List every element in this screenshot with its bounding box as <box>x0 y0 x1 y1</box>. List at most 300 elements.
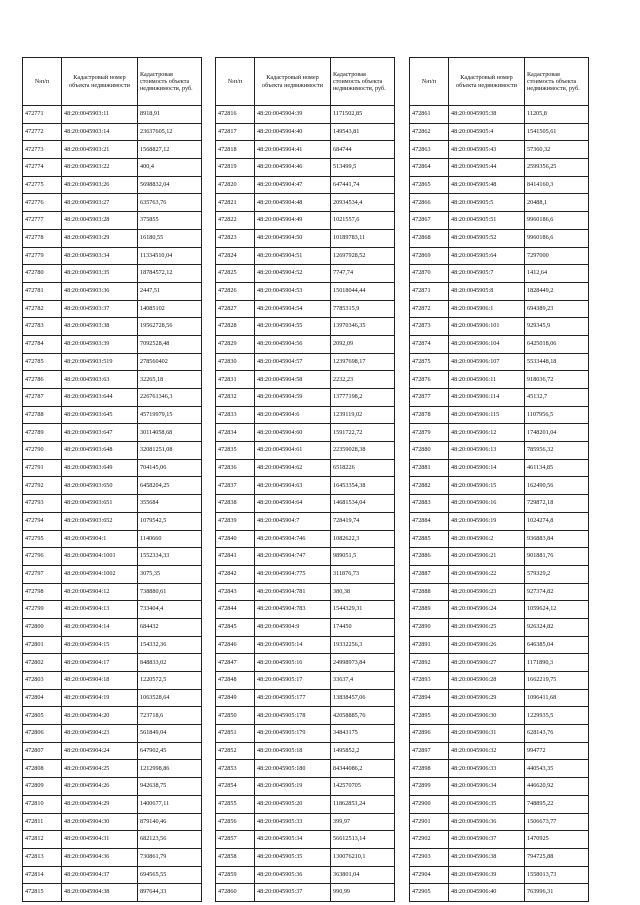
row-num: 472853 <box>216 760 255 778</box>
row-num: 472858 <box>216 848 255 866</box>
row-num: 472901 <box>410 813 449 831</box>
cadastral-cost: 1024274,8 <box>525 512 589 530</box>
cadastral-cost: 363801,04 <box>331 866 395 884</box>
row-num: 472771 <box>23 106 62 124</box>
cadastral-number: 48:20:0045905:20 <box>255 795 331 813</box>
cadastral-cost: 1552334,33 <box>138 548 202 566</box>
table-row <box>23 176 202 194</box>
table-row <box>410 406 589 424</box>
header-cadastral-cost: Кадастровая стоимость объекта недвижимости, руб. <box>525 58 589 106</box>
table-row <box>216 477 395 495</box>
cadastral-cost: 1400677,11 <box>138 795 202 813</box>
cadastral-cost: 13838457,06 <box>331 689 395 707</box>
table-row <box>216 778 395 796</box>
cadastral-number: 48:20:0045905:17 <box>255 672 331 690</box>
table-row <box>410 495 589 513</box>
cadastral-cost: 513499,5 <box>331 159 395 177</box>
cadastral-number: 48:20:0045904:49 <box>255 212 331 230</box>
table-row <box>410 459 589 477</box>
cadastral-number: 48:20:0045906:40 <box>449 884 525 902</box>
table-row <box>410 282 589 300</box>
table-row <box>23 495 202 513</box>
table-row <box>216 495 395 513</box>
cadastral-number: 48:20:0045906:22 <box>449 565 525 583</box>
cadastral-number: 48:20:0045904:747 <box>255 548 331 566</box>
row-num: 472865 <box>410 176 449 194</box>
table-header-row <box>23 58 202 106</box>
cadastral-cost: 694389,23 <box>525 300 589 318</box>
row-num: 472838 <box>216 495 255 513</box>
cadastral-cost: 994772 <box>525 742 589 760</box>
table-header-row <box>216 58 395 106</box>
cadastral-cost: 682123,56 <box>138 831 202 849</box>
cadastral-cost: 9960186,6 <box>525 229 589 247</box>
row-num: 472772 <box>23 123 62 141</box>
row-num: 472869 <box>410 247 449 265</box>
cadastral-number: 48:20:0045903:22 <box>62 159 138 177</box>
cadastral-cost: 733404,4 <box>138 601 202 619</box>
table-row <box>410 371 589 389</box>
cadastral-number: 48:20:0045904:55 <box>255 318 331 336</box>
table-row <box>23 247 202 265</box>
cadastral-number: 48:20:0045903:644 <box>62 389 138 407</box>
cadastral-number: 48:20:0045906:30 <box>449 707 525 725</box>
table-row <box>216 424 395 442</box>
cadastral-number: 48:20:0045903:652 <box>62 512 138 530</box>
cadastral-cost: 918036,72 <box>525 371 589 389</box>
table-row <box>23 212 202 230</box>
cadastral-number: 48:20:0045904:15 <box>62 636 138 654</box>
cadastral-cost: 9960186,6 <box>525 212 589 230</box>
cadastral-number: 48:20:0045904:20 <box>62 707 138 725</box>
table-row <box>23 654 202 672</box>
table-row <box>216 389 395 407</box>
row-num: 472839 <box>216 512 255 530</box>
row-num: 472900 <box>410 795 449 813</box>
row-num: 472866 <box>410 194 449 212</box>
row-num: 472854 <box>216 778 255 796</box>
row-num: 472817 <box>216 123 255 141</box>
table-row <box>23 601 202 619</box>
cadastral-number: 48:20:0045903:649 <box>62 459 138 477</box>
row-num: 472803 <box>23 672 62 690</box>
cadastral-number: 48:20:0045904:25 <box>62 760 138 778</box>
cadastral-cost: 730861,79 <box>138 848 202 866</box>
cadastral-cost: 2232,23 <box>331 371 395 389</box>
cadastral-cost: 311876,73 <box>331 565 395 583</box>
table-row <box>410 389 589 407</box>
cadastral-cost: 13777198,2 <box>331 389 395 407</box>
row-num: 472798 <box>23 583 62 601</box>
row-num: 472782 <box>23 300 62 318</box>
row-num: 472904 <box>410 866 449 884</box>
cadastral-number: 48:20:0045906:115 <box>449 406 525 424</box>
cadastral-number: 48:20:0045906:29 <box>449 689 525 707</box>
cadastral-number: 48:20:0045905:178 <box>255 707 331 725</box>
row-num: 472851 <box>216 725 255 743</box>
cadastral-cost: 6458204,25 <box>138 477 202 495</box>
cadastral-cost: 8918,91 <box>138 106 202 124</box>
cadastral-cost: 1229935,5 <box>525 707 589 725</box>
row-num: 472840 <box>216 530 255 548</box>
cadastral-cost: 400,4 <box>138 159 202 177</box>
row-num: 472811 <box>23 813 62 831</box>
header-num: №п/п <box>410 58 449 106</box>
table-row <box>23 565 202 583</box>
row-num: 472830 <box>216 353 255 371</box>
cadastral-cost: 1171890,3 <box>525 654 589 672</box>
cadastral-number: 48:20:0045904:36 <box>62 848 138 866</box>
cadastral-number: 48:20:0045906:107 <box>449 353 525 371</box>
table-row <box>216 618 395 636</box>
table-row <box>410 778 589 796</box>
table-row <box>410 141 589 159</box>
row-num: 472810 <box>23 795 62 813</box>
row-num: 472878 <box>410 406 449 424</box>
cadastral-number: 48:20:0045905:19 <box>255 778 331 796</box>
row-num: 472863 <box>410 141 449 159</box>
cadastral-cost: 794725,88 <box>525 848 589 866</box>
table-row <box>216 106 395 124</box>
cadastral-number: 48:20:0045905:43 <box>449 141 525 159</box>
cadastral-number: 48:20:0045905:33 <box>255 813 331 831</box>
table-row <box>23 742 202 760</box>
cadastral-number: 48:20:0045904:775 <box>255 565 331 583</box>
cadastral-cost: 7092528,48 <box>138 335 202 353</box>
cadastral-cost: 926324,82 <box>525 618 589 636</box>
cadastral-number: 48:20:0045904:26 <box>62 778 138 796</box>
header-cadastral-number: Кадастровый номер объекта недвижимости <box>449 58 525 106</box>
row-num: 472818 <box>216 141 255 159</box>
row-num: 472902 <box>410 831 449 849</box>
cadastral-number: 48:20:0045905:18 <box>255 742 331 760</box>
cadastral-number: 48:20:0045906:23 <box>449 583 525 601</box>
row-num: 472837 <box>216 477 255 495</box>
cadastral-number: 48:20:0045906:14 <box>449 459 525 477</box>
row-num: 472895 <box>410 707 449 725</box>
row-num: 472774 <box>23 159 62 177</box>
table-row <box>23 725 202 743</box>
table-row <box>410 353 589 371</box>
cadastral-cost: 635763,76 <box>138 194 202 212</box>
table-row <box>410 106 589 124</box>
table-row <box>410 601 589 619</box>
row-num: 472777 <box>23 212 62 230</box>
row-num: 472831 <box>216 371 255 389</box>
cadastral-cost: 162490,56 <box>525 477 589 495</box>
table-row <box>410 335 589 353</box>
cadastral-cost: 704145,06 <box>138 459 202 477</box>
row-num: 472860 <box>216 884 255 902</box>
cadastral-cost: 16453354,38 <box>331 477 395 495</box>
table-row <box>23 477 202 495</box>
table-row <box>216 742 395 760</box>
cadastral-cost: 18784572,12 <box>138 265 202 283</box>
row-num: 472859 <box>216 866 255 884</box>
table-row <box>23 548 202 566</box>
cadastral-number: 48:20:0045904:30 <box>62 813 138 831</box>
table-row <box>23 459 202 477</box>
cadastral-number: 48:20:0045904:23 <box>62 725 138 743</box>
row-num: 472881 <box>410 459 449 477</box>
row-num: 472887 <box>410 565 449 583</box>
cadastral-cost: 1171502,85 <box>331 106 395 124</box>
table-row <box>216 406 395 424</box>
table-row <box>23 123 202 141</box>
table-row <box>23 866 202 884</box>
table-row <box>216 300 395 318</box>
row-num: 472834 <box>216 424 255 442</box>
table-row <box>23 406 202 424</box>
cadastral-number: 48:20:0045906:28 <box>449 672 525 690</box>
cadastral-cost: 14085102 <box>138 300 202 318</box>
cadastral-number: 48:20:0045904:61 <box>255 442 331 460</box>
cadastral-number: 48:20:0045905:36 <box>255 866 331 884</box>
table-row <box>216 672 395 690</box>
table-row <box>410 654 589 672</box>
table-row <box>23 371 202 389</box>
row-num: 472880 <box>410 442 449 460</box>
table-row <box>410 548 589 566</box>
row-num: 472871 <box>410 282 449 300</box>
cadastral-table-2 <box>215 57 395 902</box>
table-row <box>216 353 395 371</box>
cadastral-cost: 3075,35 <box>138 565 202 583</box>
table-row <box>410 689 589 707</box>
row-num: 472861 <box>410 106 449 124</box>
table-row <box>410 123 589 141</box>
row-num: 472891 <box>410 636 449 654</box>
row-num: 472827 <box>216 300 255 318</box>
cadastral-cost: 1541505,61 <box>525 123 589 141</box>
cadastral-cost: 785956,32 <box>525 442 589 460</box>
row-num: 472875 <box>410 353 449 371</box>
row-num: 472802 <box>23 654 62 672</box>
row-num: 472820 <box>216 176 255 194</box>
table-row <box>216 194 395 212</box>
cadastral-cost: 226761346,3 <box>138 389 202 407</box>
table-row <box>216 760 395 778</box>
cadastral-number: 48:20:0045906:13 <box>449 442 525 460</box>
cadastral-cost: 8414160,3 <box>525 176 589 194</box>
cadastral-number: 48:20:0045906:104 <box>449 335 525 353</box>
row-num: 472844 <box>216 601 255 619</box>
cadastral-number: 48:20:0045906:2 <box>449 530 525 548</box>
cadastral-cost: 1412,64 <box>525 265 589 283</box>
cadastral-cost: 694565,55 <box>138 866 202 884</box>
row-num: 472781 <box>23 282 62 300</box>
cadastral-cost: 375855 <box>138 212 202 230</box>
cadastral-number: 48:20:0045904:746 <box>255 530 331 548</box>
cadastral-cost: 15018044,44 <box>331 282 395 300</box>
table-row <box>410 424 589 442</box>
cadastral-number: 48:20:0045904:53 <box>255 282 331 300</box>
cadastral-number: 48:20:0045903:34 <box>62 247 138 265</box>
cadastral-cost: 7785315,9 <box>331 300 395 318</box>
table-row <box>23 229 202 247</box>
table-row <box>23 141 202 159</box>
cadastral-cost: 57360,32 <box>525 141 589 159</box>
row-num: 472855 <box>216 795 255 813</box>
cadastral-number: 48:20:0045903:38 <box>62 318 138 336</box>
cadastral-number: 48:20:0045905:38 <box>449 106 525 124</box>
cadastral-cost: 20934534,4 <box>331 194 395 212</box>
table-row <box>410 265 589 283</box>
cadastral-number: 48:20:0045903:519 <box>62 353 138 371</box>
table-row <box>216 795 395 813</box>
table-row <box>23 813 202 831</box>
cadastral-number: 48:20:0045906:114 <box>449 389 525 407</box>
cadastral-number: 48:20:0045905:4 <box>449 123 525 141</box>
cadastral-cost: 1239119,02 <box>331 406 395 424</box>
row-num: 472898 <box>410 760 449 778</box>
table-row <box>410 300 589 318</box>
cadastral-number: 48:20:0045905:35 <box>255 848 331 866</box>
table-row <box>216 548 395 566</box>
table-row <box>410 813 589 831</box>
cadastral-cost: 2447,51 <box>138 282 202 300</box>
table-row <box>23 424 202 442</box>
row-num: 472852 <box>216 742 255 760</box>
table-row <box>23 583 202 601</box>
cadastral-cost: 2599356,25 <box>525 159 589 177</box>
table-row <box>216 442 395 460</box>
cadastral-number: 48:20:0045904:13 <box>62 601 138 619</box>
cadastral-cost: 647441,74 <box>331 176 395 194</box>
cadastral-cost: 879140,46 <box>138 813 202 831</box>
cadastral-table-3 <box>409 57 589 902</box>
table-row <box>23 194 202 212</box>
table-row <box>216 636 395 654</box>
cadastral-number: 48:20:0045904:40 <box>255 123 331 141</box>
row-num: 472778 <box>23 229 62 247</box>
cadastral-number: 48:20:0045903:11 <box>62 106 138 124</box>
cadastral-number: 48:20:0045904:63 <box>255 477 331 495</box>
cadastral-number: 48:20:0045906:26 <box>449 636 525 654</box>
table-row <box>216 866 395 884</box>
table-row <box>216 707 395 725</box>
cadastral-number: 48:20:0045904:781 <box>255 583 331 601</box>
row-num: 472787 <box>23 389 62 407</box>
table-row <box>410 672 589 690</box>
cadastral-number: 48:20:0045904:46 <box>255 159 331 177</box>
cadastral-cost: 738880,61 <box>138 583 202 601</box>
header-cadastral-number: Кадастровый номер объекта недвижимости <box>62 58 138 106</box>
table-row <box>23 353 202 371</box>
cadastral-cost: 646385,04 <box>525 636 589 654</box>
cadastral-number: 48:20:0045903:39 <box>62 335 138 353</box>
table-row <box>23 760 202 778</box>
cadastral-cost: 684744 <box>331 141 395 159</box>
cadastral-number: 48:20:0045905:179 <box>255 725 331 743</box>
table-row <box>216 884 395 902</box>
table-row <box>216 123 395 141</box>
table-row <box>410 636 589 654</box>
cadastral-cost: 12697928,52 <box>331 247 395 265</box>
cadastral-number: 48:20:0045904:52 <box>255 265 331 283</box>
cadastral-cost: 728419,74 <box>331 512 395 530</box>
table-row <box>410 229 589 247</box>
cadastral-cost: 1021557,6 <box>331 212 395 230</box>
cadastral-cost: 154332,36 <box>138 636 202 654</box>
table-row <box>216 831 395 849</box>
row-num: 472794 <box>23 512 62 530</box>
cadastral-number: 48:20:0045905:16 <box>255 654 331 672</box>
table-row <box>23 512 202 530</box>
table-row <box>23 618 202 636</box>
cadastral-number: 48:20:0045906:34 <box>449 778 525 796</box>
cadastral-cost: 1591722,72 <box>331 424 395 442</box>
cadastral-cost: 399,97 <box>331 813 395 831</box>
cadastral-number: 48:20:0045906:15 <box>449 477 525 495</box>
cadastral-number: 48:20:0045905:52 <box>449 229 525 247</box>
table-row <box>410 848 589 866</box>
row-num: 472862 <box>410 123 449 141</box>
cadastral-number: 48:20:0045904:56 <box>255 335 331 353</box>
cadastral-cost: 32081251,08 <box>138 442 202 460</box>
cadastral-number: 48:20:0045903:650 <box>62 477 138 495</box>
table-row <box>410 176 589 194</box>
cadastral-number: 48:20:0045903:26 <box>62 176 138 194</box>
row-num: 472784 <box>23 335 62 353</box>
row-num: 472867 <box>410 212 449 230</box>
row-num: 472804 <box>23 689 62 707</box>
cadastral-cost: 2092,09 <box>331 335 395 353</box>
cadastral-cost: 130076210,1 <box>331 848 395 866</box>
cadastral-cost: 723718,6 <box>138 707 202 725</box>
header-num: №п/п <box>216 58 255 106</box>
cadastral-number: 48:20:0045906:11 <box>449 371 525 389</box>
row-num: 472883 <box>410 495 449 513</box>
cadastral-number: 48:20:0045903:648 <box>62 442 138 460</box>
cadastral-number: 48:20:0045904:1 <box>62 530 138 548</box>
cadastral-cost: 1544329,31 <box>331 601 395 619</box>
cadastral-cost: 989051,5 <box>331 548 395 566</box>
row-num: 472812 <box>23 831 62 849</box>
row-num: 472841 <box>216 548 255 566</box>
cadastral-number: 48:20:0045905:48 <box>449 176 525 194</box>
cadastral-cost: 5533448,18 <box>525 353 589 371</box>
table-row <box>410 565 589 583</box>
cadastral-cost: 1470925 <box>525 831 589 849</box>
table-row <box>216 247 395 265</box>
cadastral-number: 48:20:0045904:29 <box>62 795 138 813</box>
row-num: 472874 <box>410 335 449 353</box>
cadastral-number: 48:20:0045903:28 <box>62 212 138 230</box>
cadastral-cost: 142570705 <box>331 778 395 796</box>
row-num: 472825 <box>216 265 255 283</box>
row-num: 472877 <box>410 389 449 407</box>
row-num: 472833 <box>216 406 255 424</box>
row-num: 472826 <box>216 282 255 300</box>
cadastral-number: 48:20:0045904:57 <box>255 353 331 371</box>
row-num: 472786 <box>23 371 62 389</box>
table-row <box>216 725 395 743</box>
cadastral-number: 48:20:0045906:38 <box>449 848 525 866</box>
header-cadastral-cost: Кадастровая стоимость объекта недвижимости, руб. <box>138 58 202 106</box>
row-num: 472790 <box>23 442 62 460</box>
table-row <box>23 106 202 124</box>
table-row <box>216 265 395 283</box>
table-row <box>410 760 589 778</box>
cadastral-cost: 42058885,76 <box>331 707 395 725</box>
row-num: 472889 <box>410 601 449 619</box>
cadastral-number: 48:20:0045905:14 <box>255 636 331 654</box>
row-num: 472819 <box>216 159 255 177</box>
cadastral-cost: 19562728,56 <box>138 318 202 336</box>
table-row <box>23 689 202 707</box>
row-num: 472805 <box>23 707 62 725</box>
